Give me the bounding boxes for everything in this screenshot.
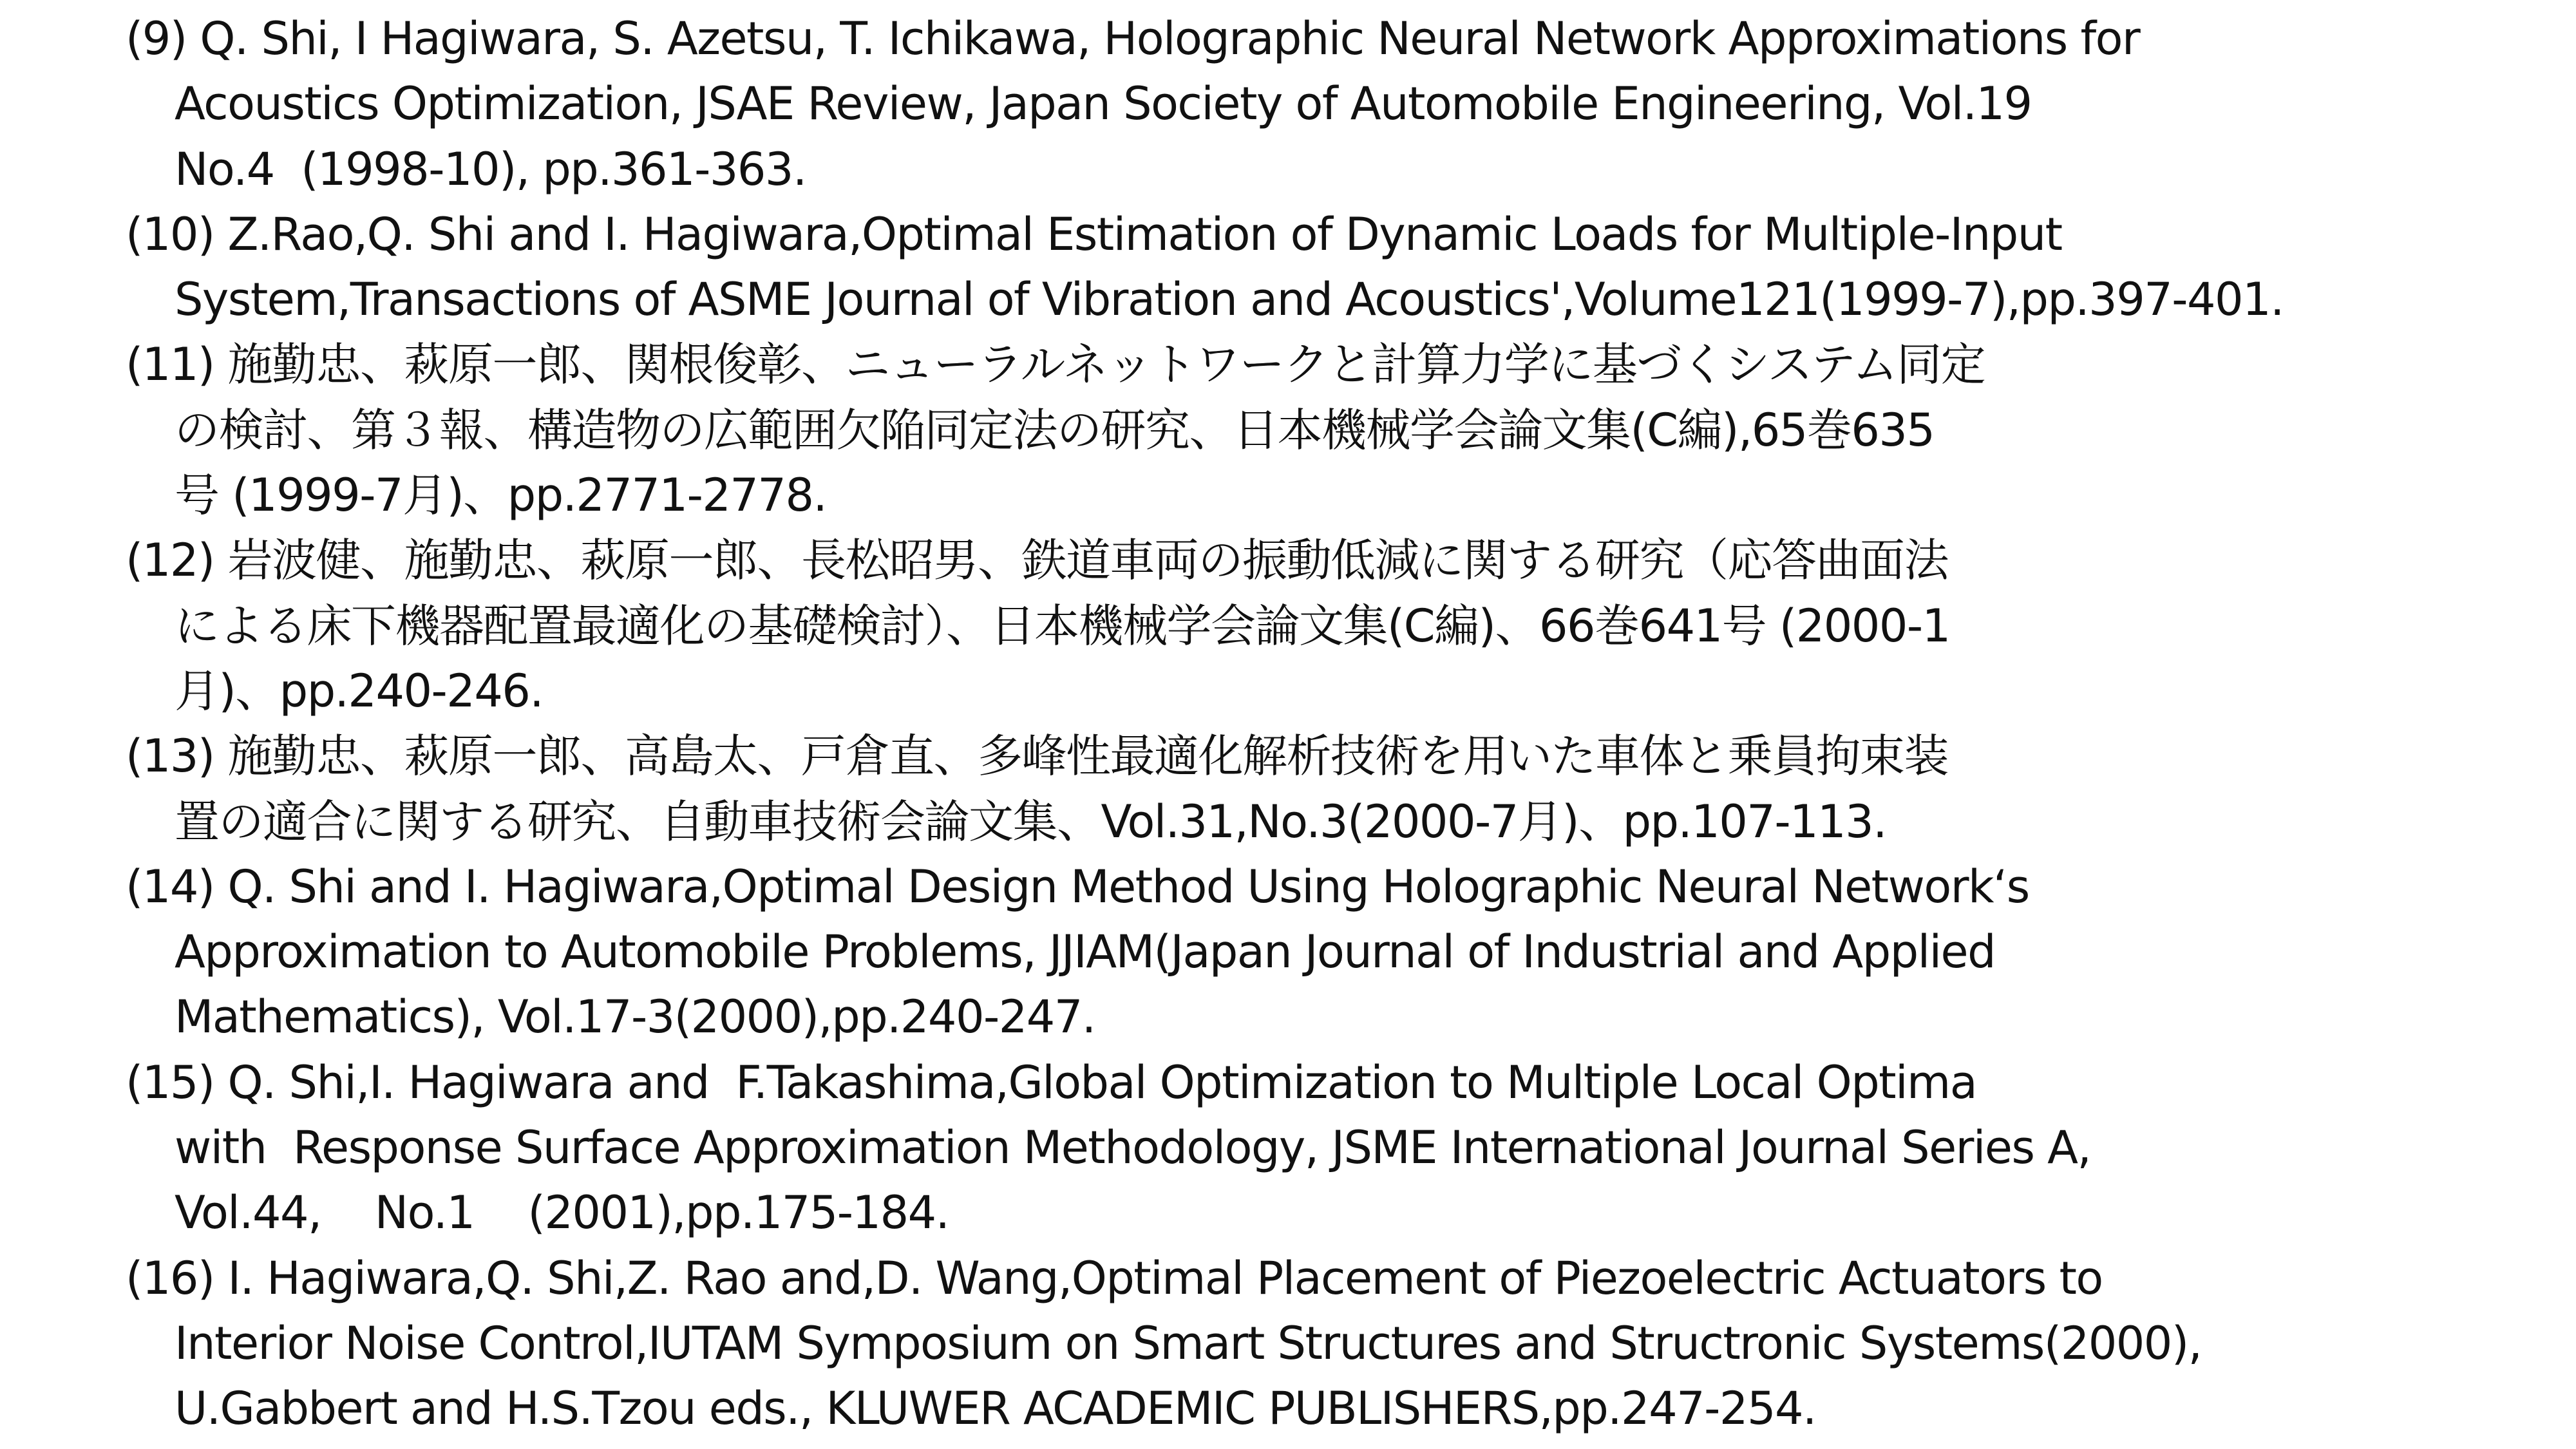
reference-continuation-line: Approximation to Automobile Problems, JJIAM(Japan Journal of Industrial and Applied [175, 925, 1996, 979]
reference-item [126, 855, 2476, 1050]
reference-continuation-line: Interior Noise Control,IUTAM Symposium on Smart Structures and Structronic Systems(2000), [175, 1316, 2202, 1370]
reference-item [126, 1050, 2476, 1246]
reference-continuation-line: Vol.44, No.1 (2001),pp.175-184. [175, 1186, 949, 1240]
reference-item [126, 528, 2476, 724]
reference-continuation-line: System,Transactions of ASME Journal of Vibration and Acoustics',Volume121(1999-7),pp.397-401. [175, 273, 2284, 327]
reference-continuation-line: U.Gabbert and H.S.Tzou eds., KLUWER ACADEMIC PUBLISHERS,pp.247-254. [175, 1382, 1816, 1435]
reference-first-line: (11) 施勤忠、萩原一郎、関根俊彰、ニューラルネットワークと計算力学に基づくシステム同定 [126, 338, 1985, 392]
reference-list [126, 6, 2476, 1442]
reference-continuation-line: 号 (1999-7月)、pp.2771-2778. [175, 469, 827, 522]
reference-item [126, 724, 2476, 855]
reference-item [126, 332, 2476, 528]
reference-continuation-line: with Response Surface Approximation Methodology, JSME International Journal Series A, [175, 1121, 2091, 1175]
reference-continuation-line: 置の適合に関する研究、自動車技術会論文集、Vol.31,No.3(2000-7月)、pp.107-113. [175, 795, 1886, 848]
reference-continuation-line: Acoustics Optimization, JSAE Review, Japan Society of Automobile Engineering, Vol.19 [175, 77, 2032, 131]
reference-first-line: (9) Q. Shi, I Hagiwara, S. Azetsu, T. Ichikawa, Holographic Neural Network Approximations for [126, 12, 2140, 65]
reference-continuation-line: による床下機器配置最適化の基礎検討）、日本機械学会論文集(C編)、66巻641号 (2000-1 [175, 599, 1950, 652]
reference-first-line: (10) Z.Rao,Q. Shi and I. Hagiwara,Optimal Estimation of Dynamic Loads for Multiple-Input [126, 207, 2062, 261]
reference-item [126, 6, 2476, 202]
reference-item [126, 202, 2476, 333]
reference-continuation-line: 月)、pp.240-246. [175, 664, 544, 717]
reference-continuation-line: Mathematics), Vol.17-3(2000),pp.240-247. [175, 990, 1095, 1044]
reference-first-line: (12) 岩波健、施勤忠、萩原一郎、長松昭男、鉄道車両の振動低減に関する研究（応答曲面法 [126, 534, 1948, 587]
reference-first-line: (13) 施勤忠、萩原一郎、高島太、戸倉直、多峰性最適化解析技術を用いた車体と乗員拘束装 [126, 730, 1948, 783]
reference-item [126, 1246, 2476, 1442]
reference-first-line: (16) I. Hagiwara,Q. Shi,Z. Rao and,D. Wang,Optimal Placement of Piezoelectric Actuators to [126, 1251, 2103, 1305]
reference-continuation-line: No.4 (1998-10), pp.361-363. [175, 142, 806, 196]
reference-first-line: (14) Q. Shi and I. Hagiwara,Optimal Design Method Using Holographic Neural Network‘s [126, 860, 2029, 913]
reference-first-line: (15) Q. Shi,I. Hagiwara and F.Takashima,Global Optimization to Multiple Local Optima [126, 1056, 1977, 1109]
reference-continuation-line: の検討、第３報、構造物の広範囲欠陥同定法の研究、日本機械学会論文集(C編),65巻635 [175, 403, 1935, 457]
